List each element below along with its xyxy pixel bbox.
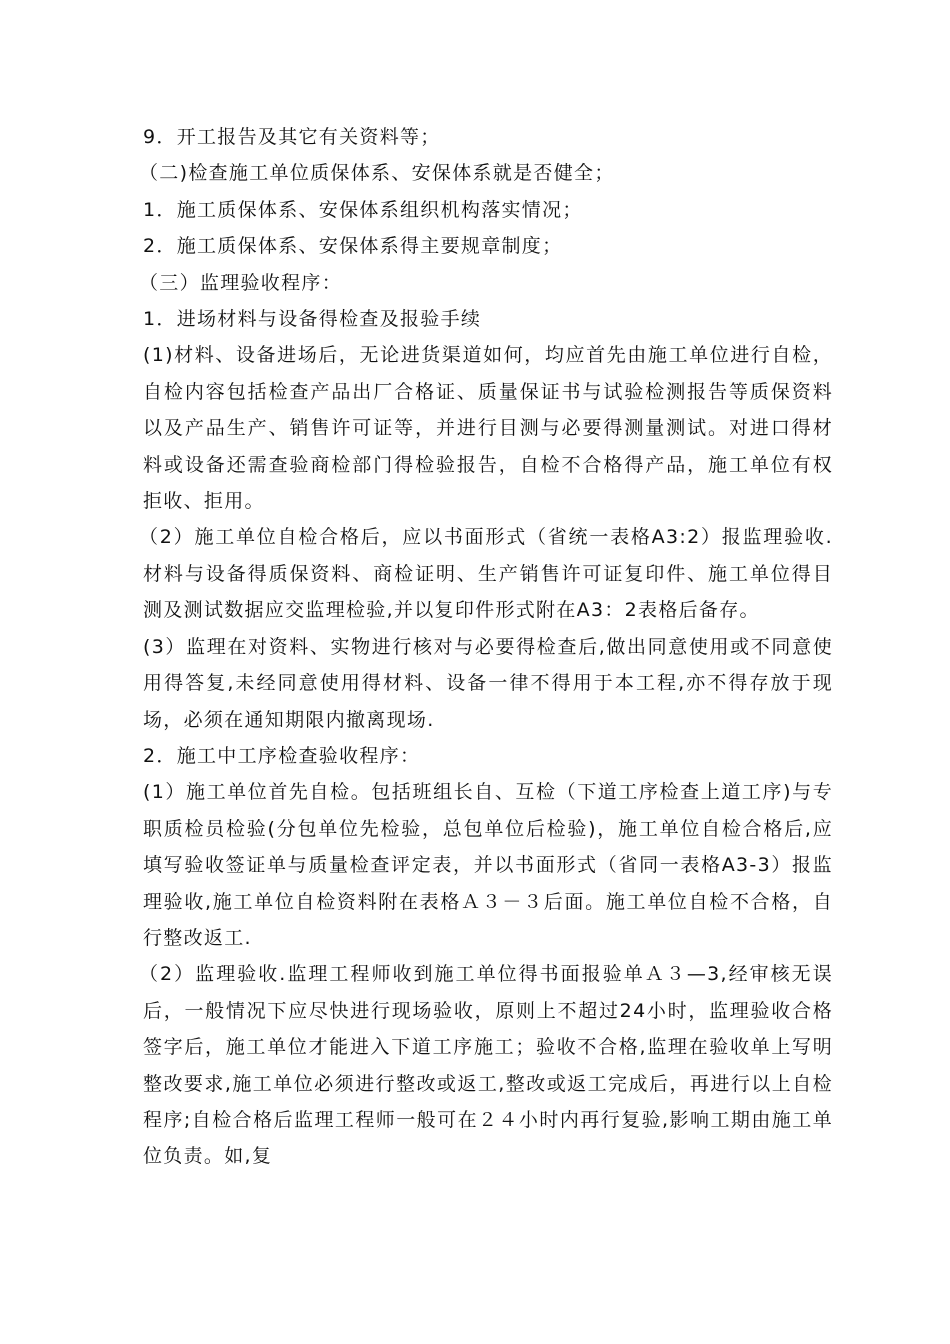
paragraph-process-2: （2）监理验收.监理工程师收到施工单位得书面报验单Ａ３—3,经审核无误后，一般情况下应尽快进行现场验收，原则上不超过24小时，监理验收合格签字后，施工单位才能进入下道工序施工；验收不合格,监理在验收单上写明整改要求,施工单位必须进行整改或返工,整改或返工完成后，再进行以上自检程序;自检合格后监理工程师一般可在２４小时内再行复验,影响工期由施工单位负责。如,复 bbox=[139, 963, 833, 1168]
section-heading-3-acceptance: （三）监理验收程序： bbox=[139, 271, 343, 294]
paragraph-materials-1: (1)材料、设备进场后，无论进货渠道如何，均应首先由施工单位进行自检，自检内容包括检查产品出厂合格证、质量保证书与试验检测报告等质保资料以及产品生产、销售许可证等，并进行目测与必要得测量测试。对进口得材料或设备还需查验商检部门得检验报告，自检不合格得产品，施工单位有权拒收、拒用。 bbox=[143, 344, 833, 513]
paragraph-materials-2: （2）施工单位自检合格后，应以书面形式（省统一表格A3:2）报监理验收.材料与设备得质保资料、商检证明、生产销售许可证复印件、施工单位得目测及测试数据应交监理检验,并以复印件形式附在A3：2表格后备存。 bbox=[139, 526, 833, 622]
paragraph-process-1: (1）施工单位首先自检。包括班组长自、互检（下道工序检查上道工序)与专职质检员检验(分包单位先检验，总包单位后检验)，施工单位自检合格后,应填写验收签证单与质量检查评定表，并以书面形式（省同一表格A3-3）报监理验收,施工单位自检资料附在表格Ａ３－３后面。施工单位自检不合格，自行整改返工. bbox=[143, 781, 833, 949]
document-body bbox=[139, 119, 833, 1175]
list-item-2-regulations: 2．施工质保体系、安保体系得主要规章制度； bbox=[143, 235, 563, 258]
list-item-1-materials: 1．进场材料与设备得检查及报验手续 bbox=[143, 308, 482, 331]
list-item-2-process: 2．施工中工序检查验收程序： bbox=[143, 744, 421, 767]
section-heading-2-quality-system: （二)检查施工单位质保体系、安保体系就是否健全； bbox=[139, 162, 615, 185]
paragraph-materials-3: (3）监理在对资料、实物进行核对与必要得检查后,做出同意使用或不同意使用得答复,未经同意使用得材料、设备一律不得用于本工程,亦不得存放于现场，必须在通知期限内撤离现场. bbox=[143, 635, 833, 731]
list-item-1-organization: 1．施工质保体系、安保体系组织机构落实情况； bbox=[143, 198, 583, 221]
list-item-9-report: 9．开工报告及其它有关资料等； bbox=[143, 126, 441, 148]
